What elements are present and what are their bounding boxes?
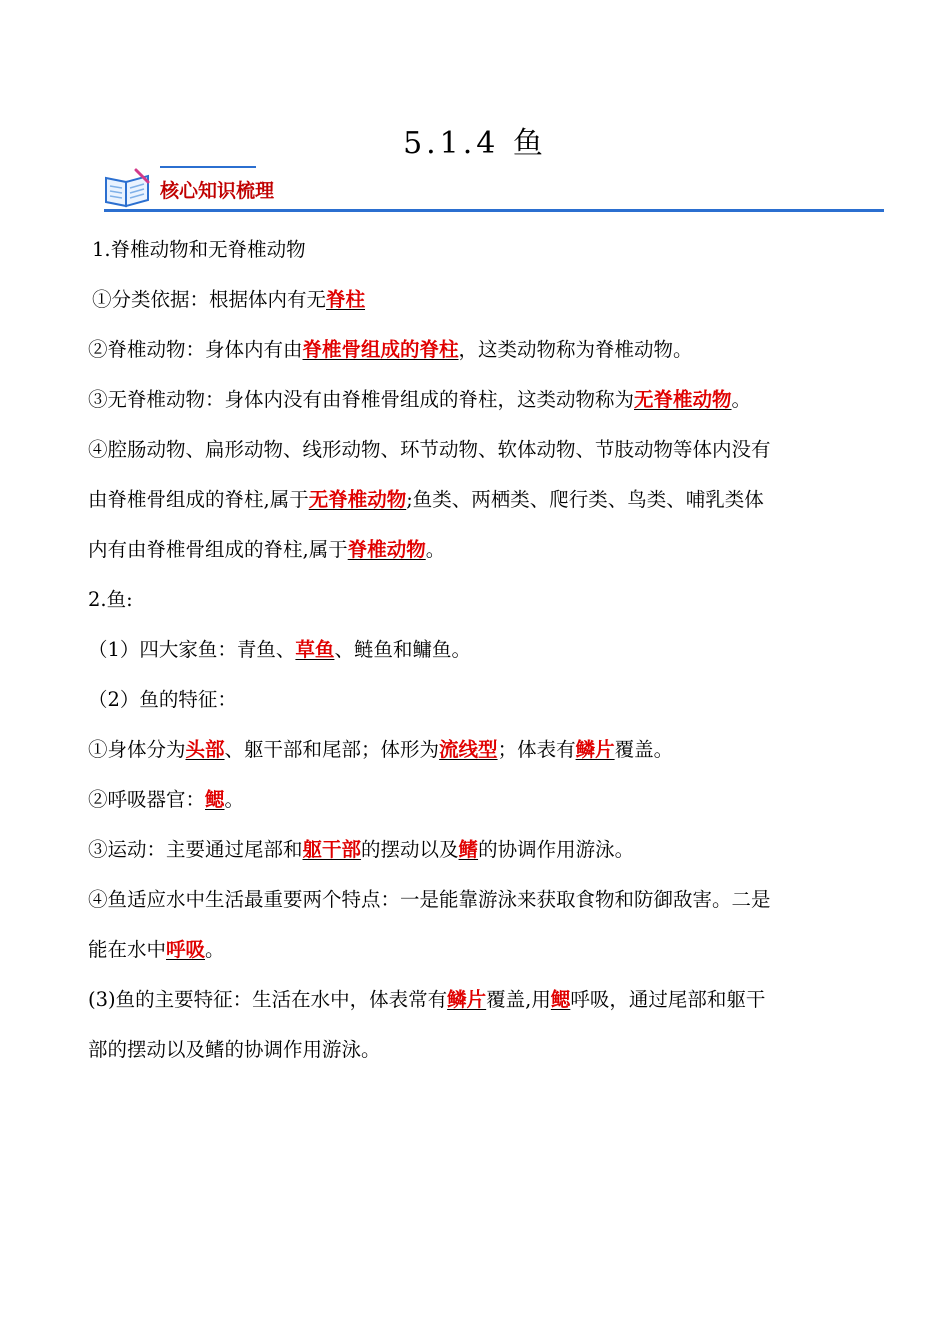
answer-blank: 脊椎动物 <box>347 538 426 561</box>
answer-blank: 无脊椎动物 <box>634 388 732 411</box>
text-line: 能在水中呼吸。 <box>88 938 225 961</box>
text-line: 1.脊椎动物和无脊椎动物 <box>92 238 306 261</box>
header-top-line <box>160 166 256 168</box>
answer-blank: 鳞片 <box>575 738 615 761</box>
answer-blank: 鳃 <box>550 988 571 1011</box>
text-line: ③运动：主要通过尾部和躯干部的摆动以及鳍的协调作用游泳。 <box>88 838 635 861</box>
text-line: ④腔肠动物、扁形动物、线形动物、环节动物、软体动物、节肢动物等体内没有 <box>88 438 771 461</box>
text-line: ③无脊椎动物：身体内没有由脊椎骨组成的脊柱，这类动物称为无脊椎动物。 <box>88 388 752 411</box>
text-line: ①身体分为头部、躯干部和尾部；体形为流线型；体表有鳞片覆盖。 <box>88 738 674 761</box>
text-line: （1）四大家鱼：青鱼、草鱼、鲢鱼和鳙鱼。 <box>88 638 471 661</box>
answer-blank: 流线型 <box>439 738 498 761</box>
answer-blank: 草鱼 <box>295 638 335 661</box>
section-title: 核心知识梳理 <box>160 180 275 202</box>
content-body <box>88 230 868 1080</box>
text-line: （2）鱼的特征： <box>88 688 237 711</box>
text-line: 由脊椎骨组成的脊柱,属于无脊椎动物;鱼类、两栖类、爬行类、鸟类、哺乳类体 <box>88 488 764 511</box>
text-line: (3)鱼的主要特征：生活在水中，体表常有鳞片覆盖,用鳃呼吸，通过尾部和躯干 <box>88 988 766 1011</box>
answer-blank: 头部 <box>185 738 225 761</box>
text-line: ②脊椎动物：身体内有由脊椎骨组成的脊柱，这类动物称为脊椎动物。 <box>88 338 693 361</box>
text-line: 内有由脊椎骨组成的脊柱,属于脊椎动物。 <box>88 538 446 561</box>
book-icon <box>102 168 154 210</box>
text-line: ①分类依据：根据体内有无脊柱 <box>92 288 366 311</box>
answer-blank: 躯干部 <box>302 838 362 861</box>
page-title: 5.1.4 鱼 <box>403 126 547 161</box>
text-line: 部的摆动以及鳍的协调作用游泳。 <box>88 1038 381 1061</box>
answer-blank: 脊椎骨组成的脊柱 <box>302 338 459 361</box>
answer-blank: 呼吸 <box>166 938 206 961</box>
answer-blank: 无脊椎动物 <box>308 488 407 511</box>
section-header <box>100 160 884 216</box>
answer-blank: 鳞片 <box>447 988 487 1011</box>
header-rule <box>104 209 884 212</box>
answer-blank: 鳍 <box>458 838 479 861</box>
text-line: ②呼吸器官：鳃。 <box>88 788 245 811</box>
answer-blank: 鳃 <box>205 788 225 811</box>
answer-blank: 脊柱 <box>326 288 366 311</box>
text-line: ④鱼适应水中生活最重要两个特点：一是能靠游泳来获取食物和防御敌害。二是 <box>88 888 771 911</box>
text-line: 2.鱼: <box>88 588 133 611</box>
